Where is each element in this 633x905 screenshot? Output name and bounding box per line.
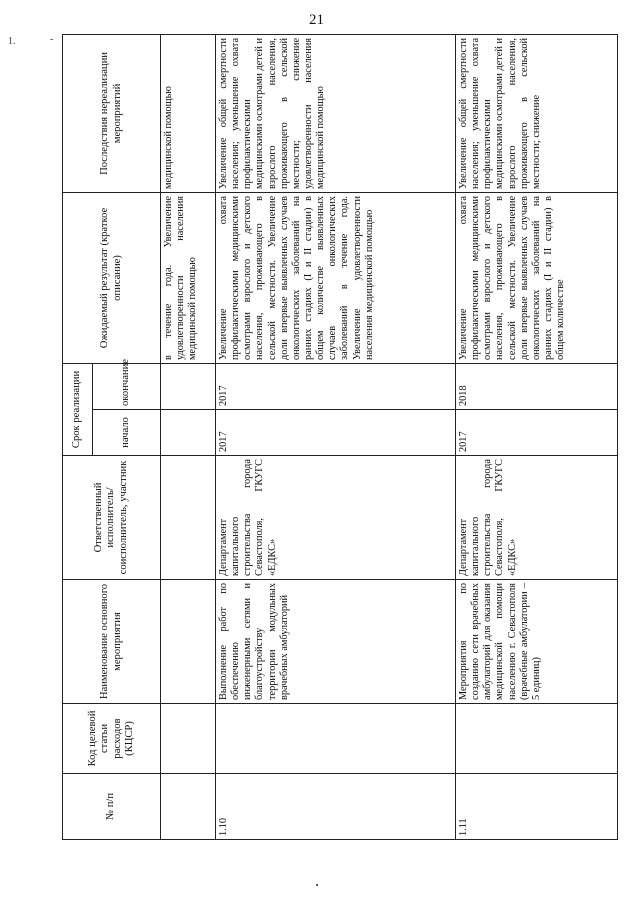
header-num: № п/п xyxy=(63,774,161,840)
cell-result: Увеличение охвата профилактическими медицинскими осмотрами взрослого и детского населения, проживающего в сельской местности. Увеличение доли впервые выявленных случаев онкологических заболеваний на ранних стадиях (I и II стадии) в общем количестве выявленных случаев онкологических заболеваний в течение года. Увеличение удовлетворенности населения медицинской помощью xyxy=(216,192,456,363)
cell-name: Выполнение работ по обеспечению инженерными сетями и благоустройству территории модульных врачебных амбулаторий xyxy=(216,580,456,704)
margin-mark: 1. xyxy=(8,36,16,47)
cell-responsible xyxy=(161,456,216,580)
cell-consequences: медицинской помощью xyxy=(161,34,216,192)
header-consequences: Последствия нереализации мероприятий xyxy=(63,34,161,192)
header-result: Ожидаемый результат (краткое описание) xyxy=(63,192,161,363)
cell-responsible: Департамент капитального строительства города Севастополя, ГКУГС «ЕДКС» xyxy=(456,456,618,580)
cell-start: 2017 xyxy=(456,410,618,456)
table-row xyxy=(161,34,216,839)
cell-start xyxy=(161,410,216,456)
scan-dot xyxy=(316,884,318,886)
cell-code xyxy=(456,704,618,774)
cell-name xyxy=(161,580,216,704)
cell-consequences: Увеличение общей смертности населения; уменьшение охвата профилактическими медицинскими осмотрами детей и взрослого населения, проживающего в сельской местности; снижение xyxy=(456,34,618,192)
cell-start: 2017 xyxy=(216,410,456,456)
cell-responsible: Департамент капитального строительства города Севастополя, ГКУГС «ЕДКС» xyxy=(216,456,456,580)
cell-consequences: Увеличение общей смертности населения; уменьшение охвата профилактическими медицинскими осмотрами детей и взрослого населения, проживающего в сельской местности; снижение удовлетворенности населения медицинской помощью xyxy=(216,34,456,192)
cell-result: в течение года. Увеличение удовлетворенности населения медицинской помощью xyxy=(161,192,216,363)
page-number: 21 xyxy=(309,12,324,28)
cell-result: Увеличение охвата профилактическими медицинскими осмотрами взрослого и детского населения, проживающего в сельской местности. Увеличение доли впервые выявленных случаев онкологических заболеваний на ранних стадиях (I и II стадии) в общем количестве xyxy=(456,192,618,363)
header-start: начало xyxy=(93,410,161,456)
header-code: Код целевой статьи расходов (КЦСР) xyxy=(63,704,161,774)
measures-table xyxy=(62,34,618,840)
header-responsible: Ответственный исполнитель/соисполнитель, участник xyxy=(63,456,161,580)
rotated-table-container xyxy=(62,35,617,840)
header-period: Срок реализации xyxy=(63,363,93,455)
table-row xyxy=(216,34,456,839)
cell-num: 1.10 xyxy=(216,774,456,840)
cell-code xyxy=(161,704,216,774)
header-name: Наименование основного мероприятия xyxy=(63,580,161,704)
margin-mark: - xyxy=(50,34,54,45)
cell-code xyxy=(216,704,456,774)
cell-num: 1.11 xyxy=(456,774,618,840)
cell-num xyxy=(161,774,216,840)
header-end: окончание xyxy=(93,363,161,409)
table-row xyxy=(456,34,618,839)
cell-end xyxy=(161,363,216,409)
cell-end: 2018 xyxy=(456,363,618,409)
cell-name: Мероприятия по созданию сети врачебных амбулаторий для оказания медицинской помощи населению г. Севастополя (врачебные амбулатории – 5 единиц) xyxy=(456,580,618,704)
cell-end: 2017 xyxy=(216,363,456,409)
